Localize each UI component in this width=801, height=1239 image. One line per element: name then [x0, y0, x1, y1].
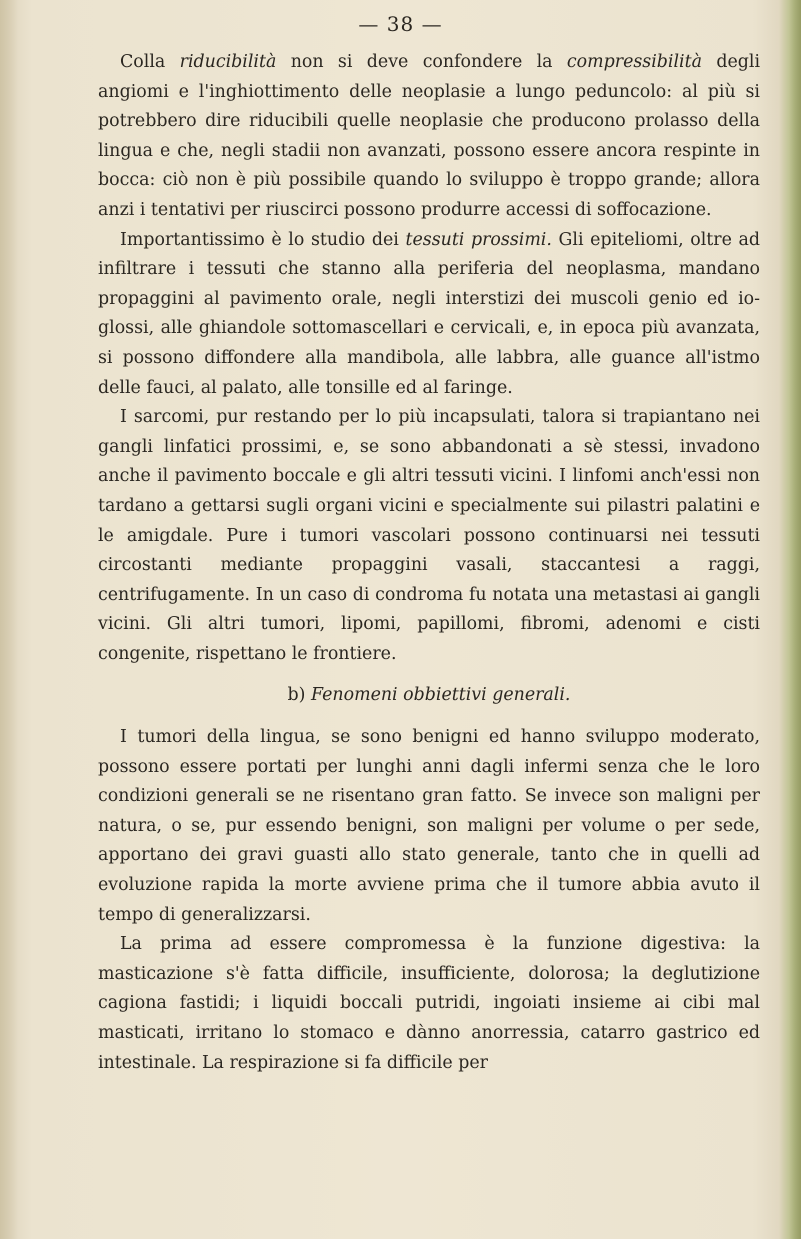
- subheading-title: Fenomeni obbiettivi generali.: [311, 685, 571, 706]
- paragraph-nearby-tissues: [98, 226, 760, 404]
- paragraph-general-effects: I tumori della lingua, se sono benigni ed hanno sviluppo moderato, possono essere portati per lunghi anni dagli infermi senza che le loro condizioni generali se ne risentano gran fatto. Se invece son maligni per natura, o se, pur essendo benigni, son maligni per volume o per sede, apportano dei gravi guasti allo stato generale, tanto che in quelli ad evoluzione rapida la morte avviene prima che il tumore abbia avuto il tempo di generalizzarsi.: [98, 727, 760, 925]
- body-text: [98, 48, 760, 1078]
- emphasis-compressibilita: compressibilità: [566, 52, 702, 72]
- text-run: Gli epiteliomi, oltre ad infiltrare i tessuti che stanno alla periferia del neoplasma, mandano propaggini al pavimento orale, negli interstizi dei muscoli genio ed io-glossi, alle ghiandole sottomascellari e cervicali, e, in epoca più avanzata, si possono diffondere alla mandibola, alle labbra, alle guance all'istmo delle fauci, al palato, alle tonsille ed al faringe.: [98, 229, 760, 398]
- text-run: Colla: [120, 52, 180, 72]
- text-run: degli angiomi e l'inghiottimento delle neoplasie a lungo peduncolo: al più si potrebbero dire riducibili quelle neoplasie che producono prolasso della lingua e che, negli stadii non avanzati, possono essere ancora respinte in bocca: ciò non è più possibile quando lo sviluppo è troppo grande; allora anzi i tentativi per riuscirci possono produrre accessi di soffocazione.: [98, 52, 761, 220]
- text-run: Importantissimo è lo studio dei: [120, 229, 406, 250]
- page-left-shadow: [0, 0, 18, 1239]
- subheading-letter: b): [287, 685, 306, 706]
- page-right-edge-stain: [779, 0, 801, 1239]
- emphasis-tessuti-prossimi: tessuti prossimi.: [405, 229, 552, 250]
- paragraph-reducibility: [98, 48, 760, 226]
- page-number: — 38 —: [358, 12, 443, 36]
- paragraph-sarcomas: I sarcomi, pur restando per lo più incapsulati, talora si trapiantano nei gangli linfatici prossimi, e, se sono abbandonati a sè stessi, invadono anche il pavimento boccale e gli altri tessuti vicini. I linfomi anch'essi non tardano a gettarsi sugli organi vicini e specialmente sui pilastri palatini e le amigdale. Pure i tumori vascolari possono continuarsi nei tessuti circostanti mediante propaggini vasali, staccantesi a raggi, centrifugamente. In un caso di condroma fu notata una metastasi ai gangli vicini. Gli altri tumori, lipomi, papillomi, fibromi, adenomi e cisti congenite, rispettano le frontiere.: [98, 407, 760, 664]
- section-subheading: [98, 681, 760, 711]
- text-run: non si deve confondere la: [276, 52, 567, 72]
- emphasis-riducibilita: riducibilità: [179, 52, 277, 72]
- paragraph-digestive-function: La prima ad essere compromessa è la funzione digestiva: la masticazione s'è fatta difficile, insufficiente, dolorosa; la deglutizione cagiona fastidi; i liquidi boccali putridi, ingoiati insieme ai cibi mal masticati, irritano lo stomaco e dànno anorressia, catarro gastrico ed intestinale. La respirazione si fa difficile per: [98, 934, 760, 1073]
